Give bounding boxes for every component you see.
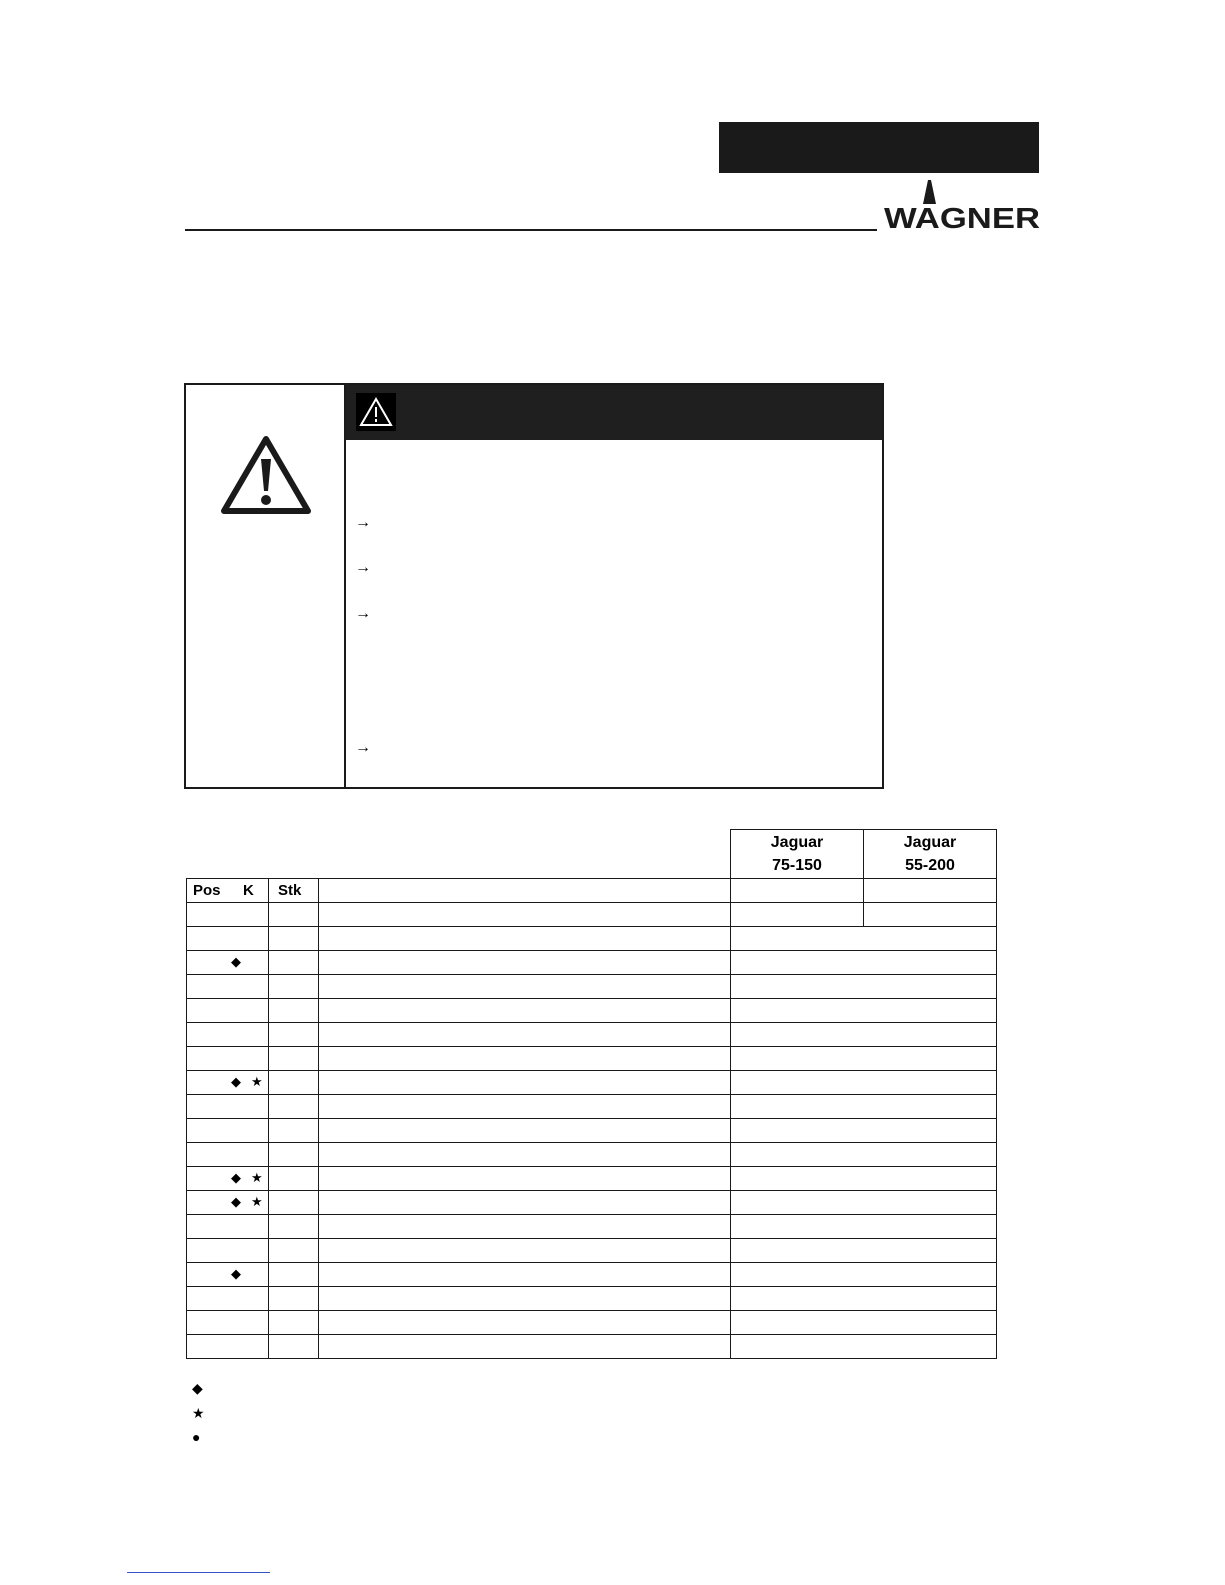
stk-cell [269, 1287, 319, 1311]
description-cell [319, 951, 731, 975]
order-no-cell [731, 975, 997, 999]
order-no-cell [731, 1239, 997, 1263]
stk-cell [269, 1263, 319, 1287]
order-no-cell [731, 951, 997, 975]
description-cell [319, 1143, 731, 1167]
stk-cell [269, 1167, 319, 1191]
order-no-cell [731, 1143, 997, 1167]
stk-cell [269, 975, 319, 999]
model-variant: 55-200 [905, 857, 955, 874]
diamond-marker: ◆ [231, 954, 241, 969]
stk-cell [269, 1119, 319, 1143]
table-row [187, 1335, 997, 1359]
description-cell [319, 1335, 731, 1359]
stk-cell [269, 1191, 319, 1215]
table-row [187, 975, 997, 999]
order-no-cell [731, 1191, 997, 1215]
description-cell [319, 1287, 731, 1311]
pos-k-cell [187, 1263, 269, 1287]
pos-k-cell [187, 951, 269, 975]
pos-k-cell [187, 1239, 269, 1263]
order-no-cell [731, 1215, 997, 1239]
stk-cell [269, 1047, 319, 1071]
blank-cell [187, 830, 731, 879]
table-row [187, 927, 997, 951]
description-cell [319, 927, 731, 951]
warning-triangle-icon [218, 433, 314, 519]
diamond-marker: ◆ [231, 1266, 241, 1281]
header-black-bar [719, 122, 1039, 173]
order-no-cell [731, 1263, 997, 1287]
table-row [187, 903, 997, 927]
order-no-cell [731, 1335, 997, 1359]
model-name: Jaguar [903, 834, 957, 851]
description-cell [319, 903, 731, 927]
pos-k-cell [187, 975, 269, 999]
pos-k-cell [187, 927, 269, 951]
order-no-cell [731, 1287, 997, 1311]
order-no-cell [731, 1095, 997, 1119]
stk-cell [269, 1023, 319, 1047]
stk-cell [269, 1239, 319, 1263]
pos-k-cell [187, 1095, 269, 1119]
model-variant: 75-150 [772, 857, 822, 874]
k-header: K [243, 882, 254, 899]
description-cell [319, 1311, 731, 1335]
pos-k-cell [187, 999, 269, 1023]
table-row [187, 1095, 997, 1119]
warning-bullet-arrow: → [355, 559, 371, 576]
header-rule [185, 229, 877, 231]
description-cell [319, 975, 731, 999]
order-no-cell [731, 1071, 997, 1095]
stk-cell [269, 1215, 319, 1239]
warning-bullet-arrow: → [355, 514, 371, 531]
table-row [187, 1119, 997, 1143]
pos-k-cell [187, 903, 269, 927]
stk-label: Stk [278, 882, 302, 899]
description-cell [319, 1167, 731, 1191]
stk-cell [269, 1311, 319, 1335]
legend-diamond: ◆ [192, 1380, 203, 1396]
pos-k-cell [187, 1215, 269, 1239]
table-row [187, 1215, 997, 1239]
order-no-cell [731, 903, 864, 927]
warning-header [346, 385, 882, 440]
diamond-marker: ◆ [231, 1170, 241, 1185]
warning-icon-panel [186, 385, 346, 787]
pos-k-cell [187, 1191, 269, 1215]
order-no-cell [731, 927, 997, 951]
description-cell [319, 1095, 731, 1119]
stk-cell [269, 1095, 319, 1119]
star-marker: ★ [251, 1170, 263, 1185]
model-col-1 [731, 830, 864, 879]
description-cell [319, 1119, 731, 1143]
model-name: Jaguar [770, 834, 824, 851]
model-1-header [731, 879, 864, 903]
order-no-cell [731, 1023, 997, 1047]
star-marker: ★ [251, 1074, 263, 1089]
table-row [187, 951, 997, 975]
order-no-cell [731, 1311, 997, 1335]
description-cell [319, 999, 731, 1023]
description-cell [319, 1023, 731, 1047]
parts-table [186, 829, 997, 1359]
table-row [187, 1311, 997, 1335]
model-col-2 [864, 830, 997, 879]
table-row [187, 1047, 997, 1071]
table-row [187, 1167, 997, 1191]
warning-bullet-arrow: → [355, 739, 371, 756]
order-no-cell [731, 1167, 997, 1191]
pos-k-cell [187, 1119, 269, 1143]
model-header-row [187, 830, 997, 879]
table-row [187, 1287, 997, 1311]
model-2-header [864, 879, 997, 903]
table-row [187, 1071, 997, 1095]
order-no-cell [731, 1119, 997, 1143]
description-cell [319, 1239, 731, 1263]
pos-k-header [187, 879, 269, 903]
order-no-cell [731, 999, 997, 1023]
order-no-cell [864, 903, 997, 927]
stk-cell [269, 999, 319, 1023]
table-row [187, 1239, 997, 1263]
pos-k-cell [187, 1071, 269, 1095]
description-cell [319, 1071, 731, 1095]
pos-k-cell [187, 1311, 269, 1335]
star-marker: ★ [251, 1194, 263, 1209]
table-row [187, 999, 997, 1023]
table-row [187, 1191, 997, 1215]
column-header-row [187, 879, 997, 903]
wagner-logo [884, 180, 1040, 235]
stk-cell [269, 1143, 319, 1167]
table-row [187, 1143, 997, 1167]
diamond-marker: ◆ [231, 1074, 241, 1089]
pos-k-cell [187, 1143, 269, 1167]
warning-bullet-arrow: → [355, 605, 371, 622]
pos-k-cell [187, 1335, 269, 1359]
pos-k-cell [187, 1047, 269, 1071]
diamond-marker: ◆ [231, 1194, 241, 1209]
footer-link-underline[interactable] [127, 1572, 270, 1573]
stk-cell [269, 903, 319, 927]
description-header [319, 879, 731, 903]
description-cell [319, 1215, 731, 1239]
pos-k-cell [187, 1287, 269, 1311]
stk-cell [269, 927, 319, 951]
pos-header: Pos [193, 882, 221, 899]
description-cell [319, 1263, 731, 1287]
description-cell [319, 1047, 731, 1071]
order-no-cell [731, 1047, 997, 1071]
legend-circle: ● [192, 1429, 201, 1445]
pos-k-cell [187, 1023, 269, 1047]
stk-cell [269, 951, 319, 975]
description-cell [319, 1191, 731, 1215]
table-row [187, 1263, 997, 1287]
svg-text:WAGNER: WAGNER [884, 203, 1040, 235]
table-row [187, 1023, 997, 1047]
stk-header [269, 879, 319, 903]
stk-cell [269, 1071, 319, 1095]
warning-small-icon [356, 393, 396, 431]
stk-cell [269, 1335, 319, 1359]
pos-k-cell [187, 1167, 269, 1191]
legend-star: ★ [192, 1405, 205, 1421]
warning-box [184, 383, 884, 789]
